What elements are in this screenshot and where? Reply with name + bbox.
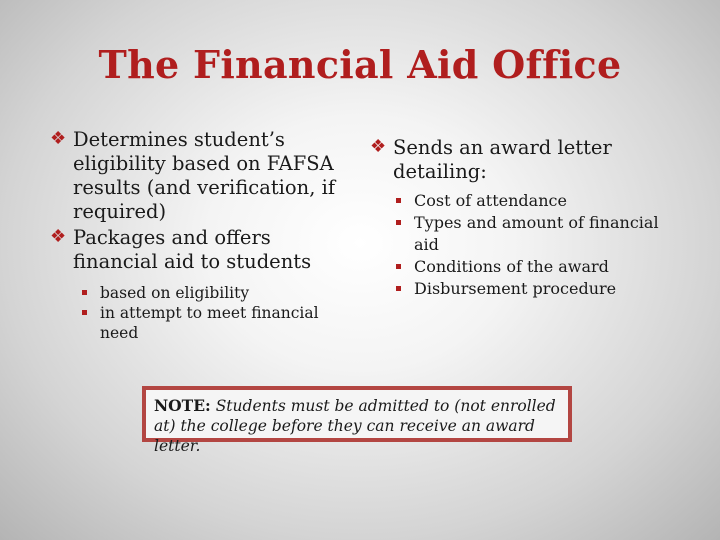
- sub-bullet-item: [394, 190, 660, 212]
- sub-bullet-text: Disbursement procedure: [414, 279, 617, 298]
- square-bullet-icon: [396, 286, 401, 291]
- square-bullet-icon: [82, 290, 87, 295]
- note-label: NOTE:: [154, 396, 211, 415]
- note-box: [142, 386, 572, 455]
- sub-bullet-item: [394, 278, 660, 300]
- sub-bullet-item: [80, 303, 350, 343]
- bullet-text: Packages and offers financial aid to students: [73, 226, 312, 273]
- left-column: [50, 128, 350, 343]
- diamond-bullet-icon: ❖: [50, 128, 67, 149]
- bullet-item: [370, 136, 660, 184]
- sub-bullet-text: in attempt to meet financial need: [100, 304, 319, 342]
- diamond-bullet-icon: ❖: [370, 136, 387, 157]
- bullet-text: Sends an award letter detailing:: [393, 136, 612, 183]
- sub-bullet-text: based on eligibility: [100, 284, 250, 302]
- square-bullet-icon: [82, 310, 87, 315]
- sub-bullet-text: Cost of attendance: [414, 191, 567, 210]
- sub-bullet-text: Types and amount of financial aid: [414, 213, 659, 254]
- square-bullet-icon: [396, 264, 401, 269]
- sub-bullet-text: Conditions of the award: [414, 257, 609, 276]
- sub-bullet-item: [394, 256, 660, 278]
- square-bullet-icon: [396, 198, 401, 203]
- sub-bullet-list: [394, 190, 660, 300]
- slide-title: The Financial Aid Office: [98, 42, 622, 87]
- sub-bullet-list: [80, 283, 350, 343]
- square-bullet-icon: [396, 220, 401, 225]
- bullet-item: [50, 226, 350, 274]
- sub-bullet-item: [80, 283, 350, 303]
- right-column: [370, 136, 660, 300]
- diamond-bullet-icon: ❖: [50, 226, 67, 247]
- bullet-text: Determines student’s eligibility based on FAFSA results (and verification, if required): [73, 128, 336, 223]
- bullet-item: [50, 128, 350, 224]
- note-text: Students must be admitted to (not enrolled at) the college before they can receive an award letter.: [154, 397, 556, 455]
- sub-bullet-item: [394, 212, 660, 256]
